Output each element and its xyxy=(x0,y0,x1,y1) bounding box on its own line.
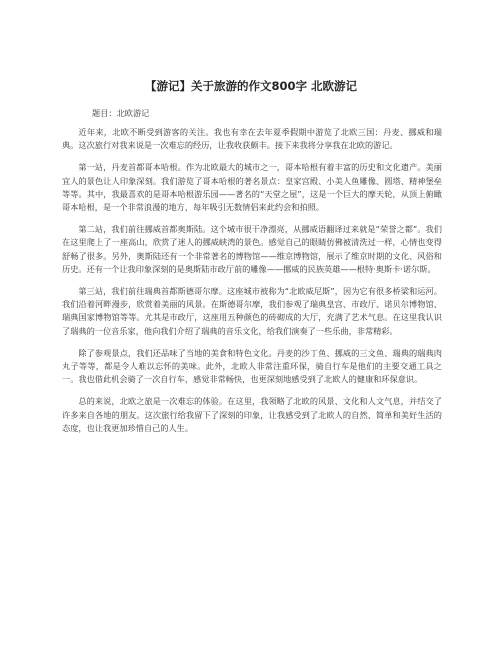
document-body xyxy=(62,126,442,444)
paragraph-copenhagen: 第一站，丹麦首都哥本哈根。作为北欧最大的城市之一，哥本哈根有着丰富的历史和文化遗产。美丽宜人的景色让人印象深刻。我们游览了哥本哈根的著名景点：皇家宫殿、小美人鱼雕像、圆塔、精神堡垒等等。其中，我最喜欢的是哥本哈根游乐园——著名的“天堂之屋”，这是一个巨大的摩天轮，从顶上俯瞰哥本哈根，是一个非常浪漫的地方，每年吸引无数情侣来此约会和拍照。 xyxy=(62,162,442,213)
paragraph-intro: 近年来，北欧不断受到游客的关注。我也有幸在去年夏季假期中游览了北欧三国：丹麦、挪威和瑞典。这次旅行对我来说是一次难忘的经历，让我收获颇丰。接下来我将分享我在北欧的游记。 xyxy=(62,127,442,151)
paragraph-conclusion: 总的来说，北欧之旅是一次难忘的体验。在这里，我领略了北欧的风景、文化和人文气息，并结交了许多来自各地的朋友。这次旅行给我留下了深刻的印象，让我感受到了北欧人的自然、简单和美好生活的态度，也让我更加珍惜自己的人生。 xyxy=(62,396,442,433)
document-topic: 题目：北欧游记 xyxy=(92,108,150,118)
paragraph-oslo: 第二站，我们前往挪威首都奥斯陆。这个城市很干净漂亮，从挪威语翻译过来就是“荣誉之都”。我们在这里爬上了一座高山，欣赏了迷人的挪威峡湾的景色。感觉自己的眼睛仿佛被清洗过一样，心情也变得舒畅了很多。另外，奥斯陆还有一个非常著名的博物馆——维京博物馆，展示了维京时期的文化、风俗和历史。还有一个让我印象深刻的是奥斯陆市政厅前的雕像——挪威的民族英雄——根特·奥斯卡·诺尔斯。 xyxy=(62,224,442,274)
paragraph-stockholm: 第三站，我们前往瑞典首都斯德哥尔摩。这座城市被称为“北欧威尼斯”，因为它有很多桥梁和运河。我们沿着河畔漫步，欣赏着美丽的风景。在斯德哥尔摩，我们参观了瑞典皇宫、市政厅、诺贝尔博物馆、瑞典国家博物馆等等。尤其是市政厅，这座用五种颜色的砖砌成的大厅，充满了艺术气息。在这里我认识了瑞典的一位音乐家，他向我们介绍了瑞典的音乐文化，给我们演奏了一些乐曲，非常精彩。 xyxy=(62,286,442,336)
paragraph-food-culture: 除了参观景点，我们还品味了当地的美食和特色文化。丹麦的沙丁鱼、挪威的三文鱼、瑞典的瑞典肉丸子等等，都是令人难以忘怀的美味。此外，北欧人非常注重环保，骑自行车是他们的主要交通工具之一。我也借此机会骑了一次自行车，感觉非常畅快，也更深刻地感受到了北欧人的健康和环保意识。 xyxy=(62,347,442,385)
document-title: 【游记】关于旅游的作文800字 北欧游记 xyxy=(144,79,357,93)
